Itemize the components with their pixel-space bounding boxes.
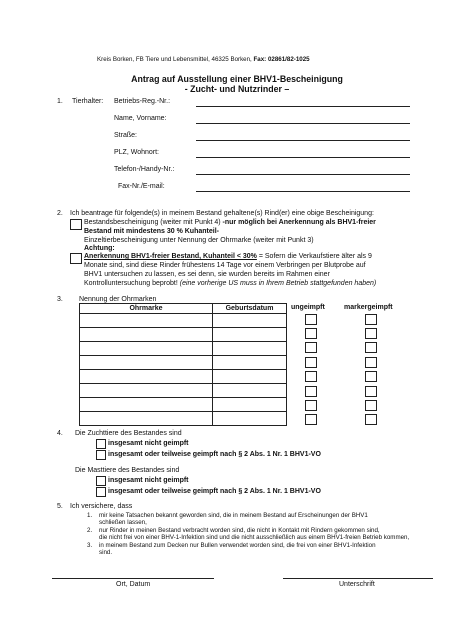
ohrmarke-cell[interactable] [80,398,213,412]
header-address [97,56,310,63]
checkbox-anerkennung[interactable] [70,253,82,264]
table-row [80,398,287,412]
table-row [80,328,287,342]
ungeimpft-checkbox[interactable] [305,314,317,325]
section3-number: 3. [57,296,63,303]
field-telefon-line[interactable] [196,174,410,175]
ungeimpft-checkbox[interactable] [305,371,317,382]
markergeimpft-checkbox[interactable] [365,386,377,397]
geburtsdatum-cell[interactable] [213,384,287,398]
ungeimpft-checkbox[interactable] [305,357,317,368]
form-subtitle: - Zucht- und Nutzrinder – [184,84,290,94]
section2-intro: Ich beantrage für folgende(s) in meinem Bestand gehaltene(s) Rind(er) eine obige Bescheinigung: [70,210,374,217]
field-label-plz: PLZ, Wohnort: [114,149,160,156]
opt2-line1 [84,253,372,261]
section5-number: 5. [57,503,63,510]
ohrmarken-table [79,303,287,426]
section2-number: 2. [57,210,63,217]
section4-number: 4. [57,430,63,437]
field-label-fax: Fax-Nr./E-mail: [118,183,165,190]
opt1-line2: Bestand mit mindestens 30 % Kuhanteil- [84,228,219,235]
item-3-line1: in meinem Bestand zum Decken nur Bullen verwendet worden sind, die frei von einer BHV1-Infektion [99,542,376,549]
item-1-line2: schließen lassen, [99,519,147,526]
geburtsdatum-cell[interactable] [213,356,287,370]
opt1-line1 [84,219,376,227]
geburtsdatum-cell[interactable] [213,398,287,412]
field-label-name: Name, Vorname: [114,115,167,122]
checkbox-mast-nicht-geimpft[interactable] [96,476,106,486]
markergeimpft-checkbox[interactable] [365,314,377,325]
section1-number: 1. [57,98,63,105]
ohrmarke-cell[interactable] [80,356,213,370]
item-3-line2: sind. [99,549,113,556]
markergeimpft-checkbox[interactable] [365,357,377,368]
field-label-strasse: Straße: [114,132,137,139]
opt2-text-b: = Sofern die Verkaufstiere älter als 9 [256,253,372,260]
item-number: 3. [87,542,93,549]
opt2-line4 [84,280,376,288]
field-name-line[interactable] [196,123,410,124]
table-row [80,356,287,370]
geburtsdatum-cell[interactable] [213,342,287,356]
geburtsdatum-cell[interactable] [213,370,287,384]
geburtsdatum-cell[interactable] [213,412,287,426]
col-ohrmarke: Ohrmarke [80,304,213,314]
form-title: Antrag auf Ausstellung einer BHV1-Bescheinigung [131,74,343,84]
markergeimpft-checkbox[interactable] [365,414,377,425]
field-strasse-line[interactable] [196,140,410,141]
ungeimpft-checkbox[interactable] [305,400,317,411]
item-1-line1: mir keine Tatsachen bekannt geworden sind, die in meinem Bestand auf Erscheinungen der BHV1 [99,512,368,519]
table-row [80,314,287,328]
table-row [80,384,287,398]
markergeimpft-checkbox[interactable] [365,371,377,382]
zucht-opt2-label: insgesamt oder teilweise geimpft nach § 2 Abs. 1 Nr. 1 BHV1-VO [108,451,321,458]
markergeimpft-checkbox[interactable] [365,328,377,339]
item-2-line1: nur Rinder in meinen Bestand verbracht worden sind, die nicht in Kontakt mit Rindern gekommen sind, [99,527,380,534]
ohrmarke-cell[interactable] [80,342,213,356]
ort-datum-line[interactable] [52,578,214,579]
table-row [80,412,287,426]
item-number: 1. [87,512,93,519]
ohrmarke-cell[interactable] [80,412,213,426]
field-fax-line[interactable] [196,191,410,192]
achtung-label: Achtung: [84,245,115,252]
field-label-telefon: Telefon-/Handy-Nr.: [114,166,175,173]
checkbox-mast-geimpft[interactable] [96,487,106,497]
col-geburtsdatum: Geburtsdatum [213,304,287,314]
table-header-row [80,304,287,314]
ort-datum-label: Ort, Datum [116,581,151,588]
section5-label: Ich versichere, dass [70,503,133,510]
ungeimpft-checkbox[interactable] [305,328,317,339]
markergeimpft-checkbox[interactable] [365,400,377,411]
field-label-betriebs-reg: Betriebs-Reg.-Nr.: [114,98,171,105]
mast-opt1-label: insgesamt nicht geimpft [108,477,189,484]
section3-label: Nennung der Ohrmarken [79,296,157,303]
opt1-line3: Einzeltierbescheinigung unter Nennung der Ohrmarke (weiter mit Punkt 3) [84,237,314,244]
checkbox-zucht-nicht-geimpft[interactable] [96,439,106,449]
item-2-line2: die nicht frei von einer BHV-1-Infektion sind und die nicht ausschließlich aus einem BHV1-freien Betrieb kommen, [99,534,410,541]
checkbox-bestandsbescheinigung[interactable] [70,219,82,230]
unterschrift-label: Unterschrift [339,581,375,588]
table-row [80,342,287,356]
opt2-text-e: Kontrolluntersuchung beprobt! [84,280,180,287]
opt1-text-b: -nur möglich bei Anerkennung als BHV1-freier [222,219,376,226]
geburtsdatum-cell[interactable] [213,314,287,328]
header-fax: Fax: 02861/82-1025 [253,56,310,63]
mast-opt2-label: insgesamt oder teilweise geimpft nach § 2 Abs. 1 Nr. 1 BHV1-VO [108,488,321,495]
zucht-opt1-label: insgesamt nicht geimpft [108,440,189,447]
opt2-line3: BHV1 untersuchen zu lassen, es sei denn, sie wurden bereits im Rahmen einer [84,271,330,278]
field-betriebs-reg-line[interactable] [196,106,410,107]
header-address-text: Kreis Borken, FB Tiere und Lebensmittel, 46325 Borken, [97,56,252,63]
table-row [80,370,287,384]
opt1-text-a: Bestandsbescheinigung (weiter mit Punkt 4) [84,219,223,226]
ungeimpft-checkbox[interactable] [305,414,317,425]
markergeimpft-checkbox[interactable] [365,342,377,353]
item-number: 2. [87,527,93,534]
ungeimpft-checkbox[interactable] [305,342,317,353]
checkbox-zucht-geimpft[interactable] [96,450,106,460]
ohrmarke-cell[interactable] [80,314,213,328]
zucht-label: Die Zuchttiere des Bestandes sind [75,430,182,437]
ohrmarke-cell[interactable] [80,328,213,342]
opt2-text-a: Anerkennung BHV1-freier Bestand, Kuhanteil < 30% [84,253,257,260]
mast-label: Die Masttiere des Bestandes sind [75,467,180,474]
geburtsdatum-cell[interactable] [213,328,287,342]
col-markergeimpft: markergeimpft [344,304,393,311]
opt2-text-f: (eine vorherige US muss in Ihrem Betrieb stattgefunden haben) [179,280,377,287]
section1-label: Tierhalter: [72,98,104,105]
ungeimpft-checkbox[interactable] [305,386,317,397]
opt2-line2: Monate sind, sind diese Rinder frühestens 14 Tage vor einem Verbringen per Blutprobe auf [84,262,366,269]
field-plz-line[interactable] [196,157,410,158]
ohrmarke-cell[interactable] [80,370,213,384]
col-ungeimpft: ungeimpft [291,304,325,311]
unterschrift-line[interactable] [283,578,433,579]
ohrmarke-cell[interactable] [80,384,213,398]
